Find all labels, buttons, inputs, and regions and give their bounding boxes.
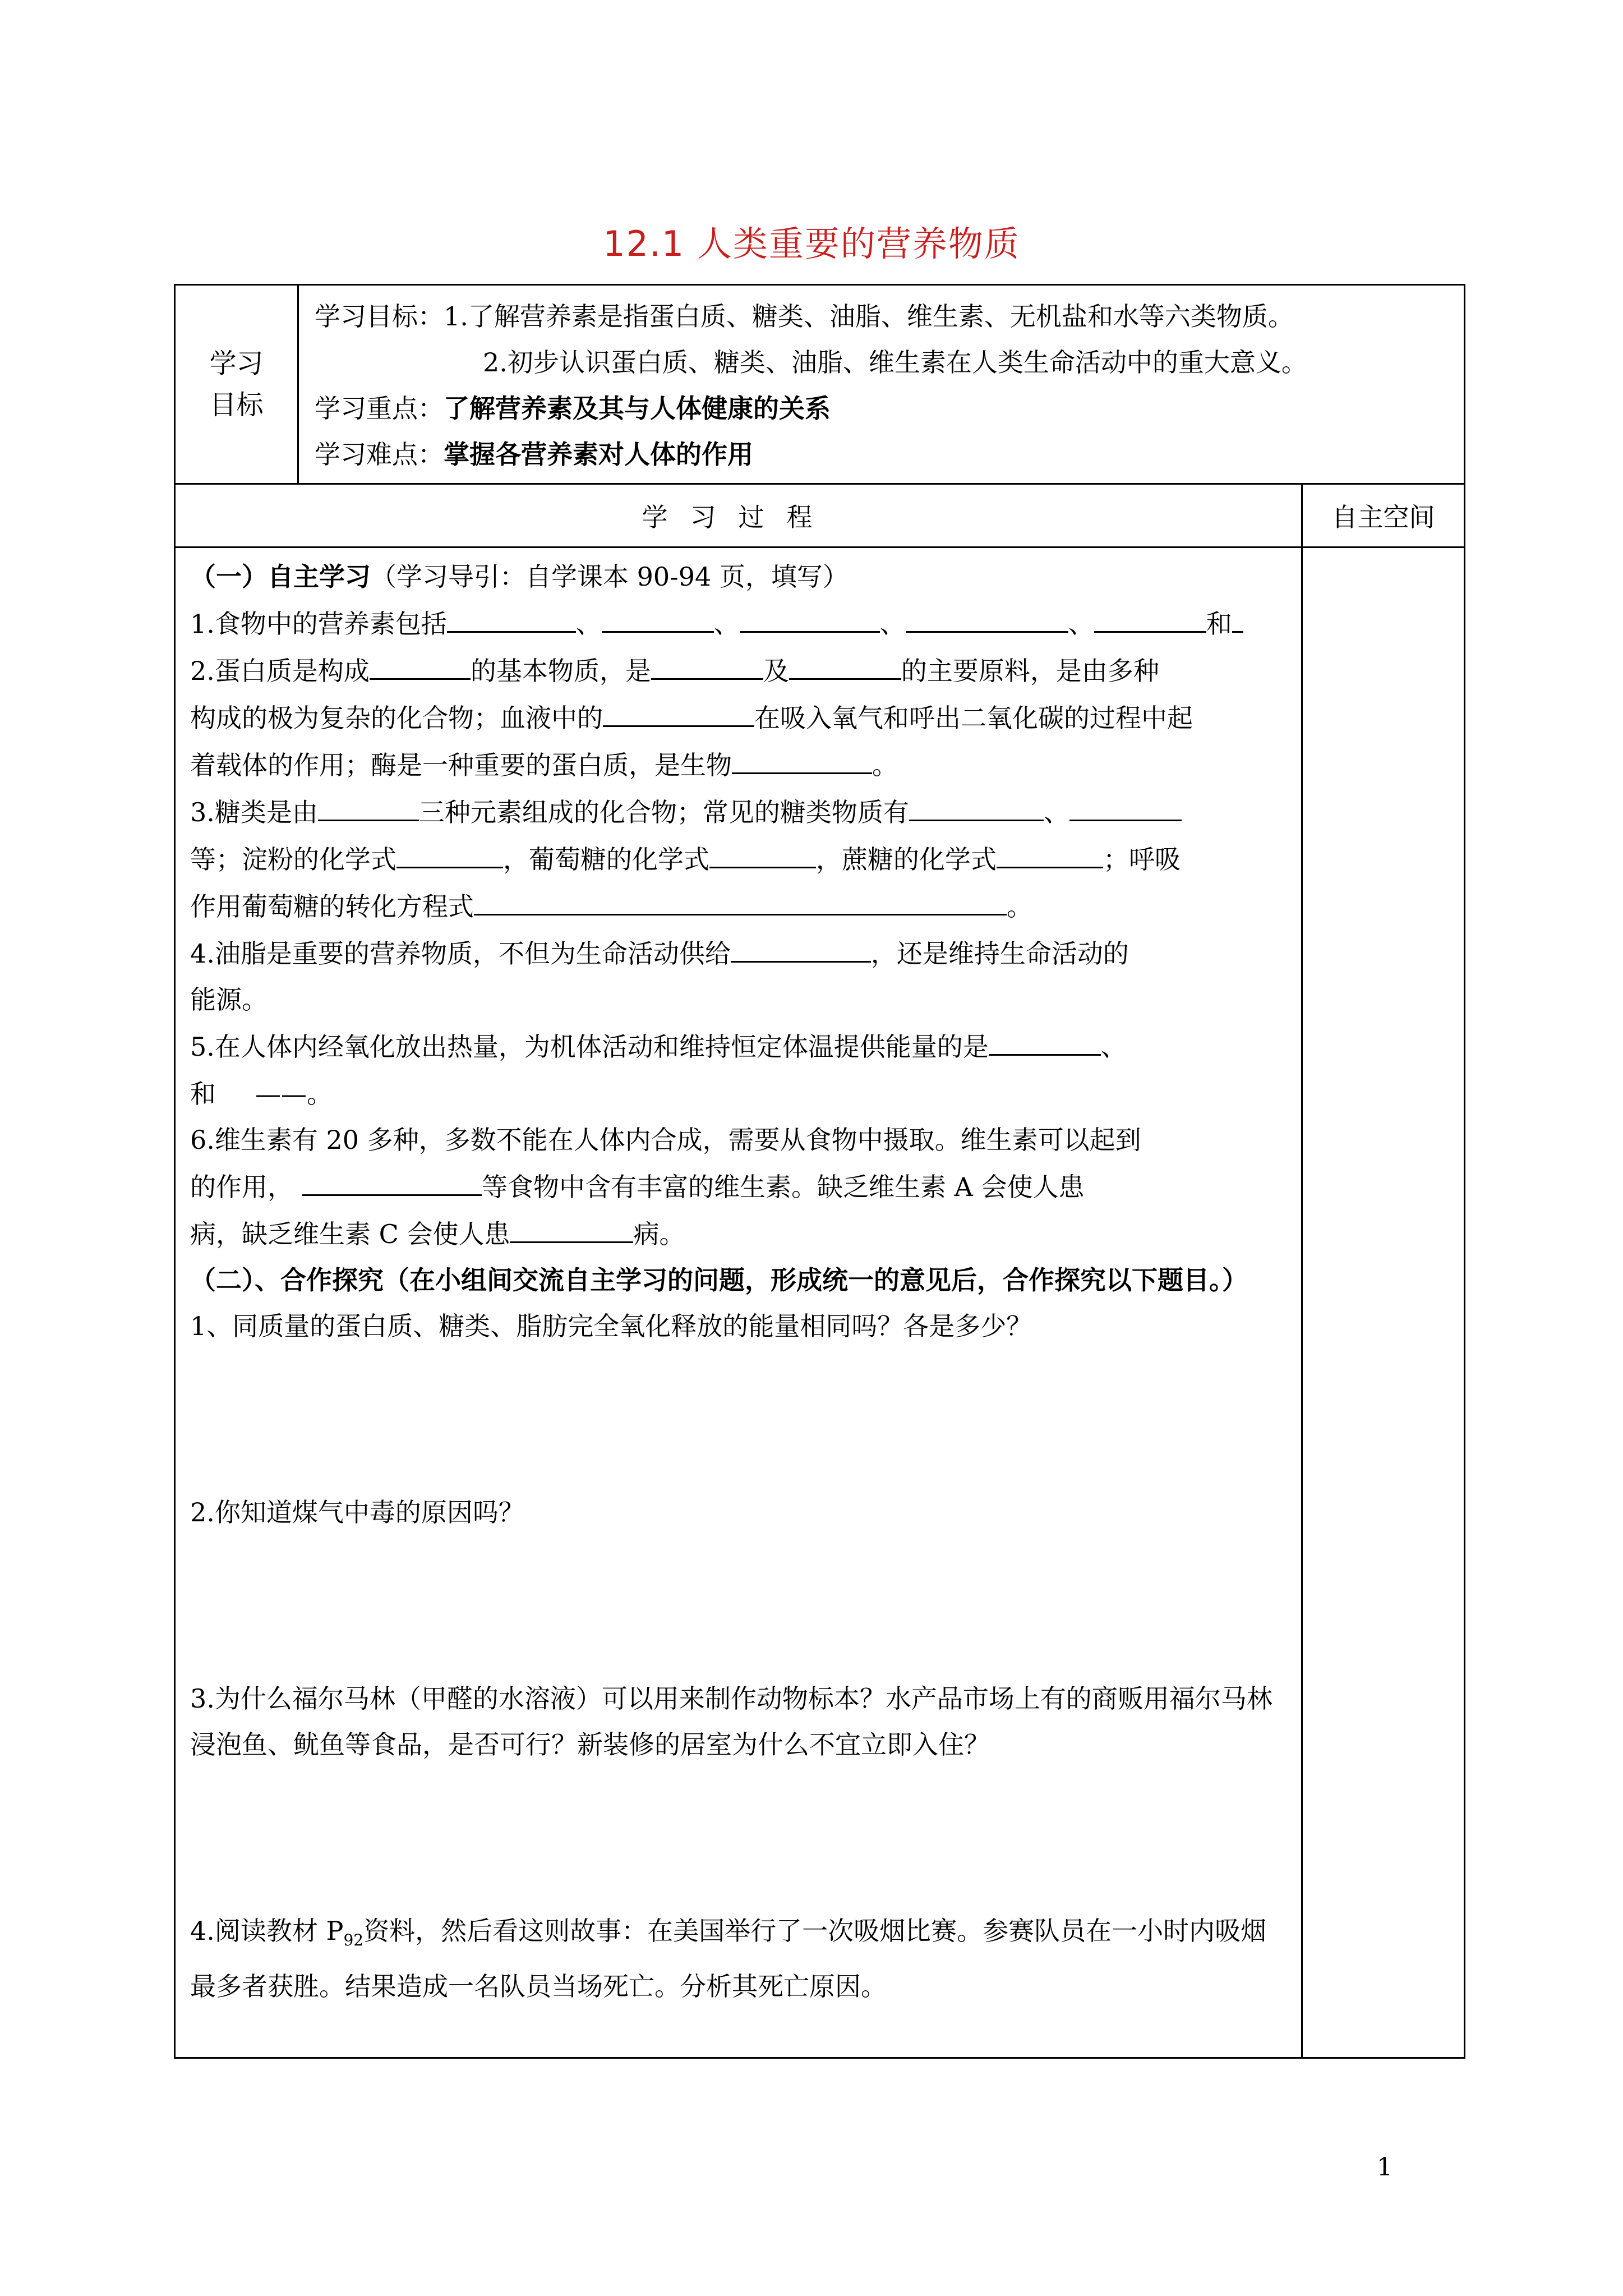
item-3-text: ；呼吸 [1103, 844, 1181, 875]
process-header: 学习过程 [175, 484, 1302, 547]
blank-field[interactable] [731, 930, 871, 963]
blank-field[interactable] [740, 600, 880, 633]
item-4 [190, 930, 1291, 1023]
item-6-text: 病，缺乏维生素 C 会使人患 [190, 1219, 510, 1249]
goal-line-1 [315, 293, 1453, 339]
section2-heading: （二）、合作探究（在小组间交流自主学习的问题，形成统一的意见后，合作探究以下题目。） [190, 1265, 1248, 1295]
worksheet-table [174, 284, 1465, 2059]
objectives-label-line2: 目标 [209, 389, 264, 421]
item-3-text: 三种元素组成的化合物；常见的糖类物质有 [418, 797, 909, 827]
item-3-text: 。 [1007, 891, 1032, 922]
blank-field[interactable] [1232, 600, 1243, 633]
objectives-label-line1: 学习 [209, 348, 264, 379]
process-body [175, 547, 1302, 2058]
objectives-label [175, 285, 298, 484]
item-3-text: 作用葡萄糖的转化方程式 [190, 891, 474, 922]
question-2: 2.你知道煤气中毒的原因吗？ [190, 1497, 524, 1527]
separator: 、 [575, 609, 602, 639]
blank-field[interactable] [474, 882, 1007, 915]
self-space-column[interactable] [1302, 547, 1465, 2058]
item-3-text: 、 [1043, 797, 1069, 827]
blank-field[interactable] [789, 647, 901, 680]
item-6-text: 病。 [633, 1219, 685, 1249]
page-title: 12.1 人类重要的营养物质 [603, 223, 1020, 264]
item-2-text: 及 [763, 656, 789, 686]
item-3 [190, 788, 1291, 930]
page-number: 1 [1377, 2153, 1393, 2182]
blank-field[interactable] [302, 1163, 482, 1196]
item-6-text: 6.维生素有 20 多种，多数不能在人体内合成，需要从食物中摄取。维生素可以起到 [190, 1125, 1141, 1155]
blank-field[interactable] [602, 600, 714, 633]
question-1: 1、同质量的蛋白质、糖类、脂肪完全氧化释放的能量相同吗？各是多少？ [190, 1311, 1032, 1341]
and-text: 和 [1206, 609, 1232, 639]
item-5 [190, 1023, 1291, 1117]
blank-field[interactable] [370, 647, 471, 680]
section1-guide: （学习导引：自学课本 90-94 页，填写） [371, 562, 849, 592]
item-2-text: 的基本物质，是 [470, 656, 651, 686]
item-3-text: ，蔗糖的化学式 [816, 844, 997, 875]
separator: 、 [1068, 609, 1094, 639]
item-2-text: 构成的极为复杂的化合物；血液中的 [190, 703, 603, 733]
item-2-text: 着载体的作用；酶是一种重要的蛋白质，是生物 [190, 750, 732, 780]
item-1 [190, 600, 1291, 647]
blank-field[interactable] [510, 1210, 633, 1243]
blank-field[interactable] [447, 600, 576, 633]
item-6-text: 等食物中含有丰富的维生素。缺乏维生素 A 会使人患 [482, 1172, 1085, 1202]
item-3-text: 3.糖类是由 [190, 797, 318, 827]
blank-field[interactable] [216, 1070, 255, 1103]
separator: 、 [879, 609, 906, 639]
self-space-header: 自主空间 [1302, 484, 1465, 547]
blank-field[interactable] [709, 835, 816, 868]
separator: 、 [713, 609, 740, 639]
key-point-line [315, 385, 1453, 431]
question-3: 3.为什么福尔马林（甲醛的水溶液）可以用来制作动物标本？水产品市场上有的商贩用福尔马林浸泡鱼、鱿鱼等食品，是否可行？新装修的居室为什么不宜立即入住？ [190, 1683, 1272, 1760]
process-header-row [175, 484, 1465, 547]
answer-space-2[interactable] [190, 1535, 1291, 1676]
difficulty-line [315, 431, 1453, 477]
blank-field[interactable] [396, 835, 503, 868]
answer-space-1[interactable] [190, 1349, 1291, 1489]
blank-field[interactable] [1069, 788, 1182, 821]
item-2-text: 。 [872, 750, 898, 780]
difficulty-prefix: 学习难点： [315, 439, 444, 470]
item-5-text: 5.在人体内经氧化放出热量，为机体活动和维持恒定体温提供能量的是 [190, 1032, 989, 1062]
item-6 [190, 1117, 1291, 1257]
goal-1: 1.了解营养素是指蛋白质、糖类、油脂、维生素、无机盐和水等六类物质。 [444, 301, 1294, 332]
blank-field[interactable] [318, 788, 419, 821]
item-3-text: ，葡萄糖的化学式 [503, 844, 709, 875]
item-5-text: 、 [1100, 1032, 1127, 1062]
objectives-row [175, 285, 1465, 484]
blank-field[interactable] [603, 694, 754, 727]
section1-title: （一）自主学习 [190, 562, 371, 592]
answer-space-3[interactable] [190, 1768, 1291, 1908]
item-5-text: 和 [190, 1079, 216, 1109]
blank-field[interactable] [997, 835, 1103, 868]
item-2-text: 2.蛋白质是构成 [190, 656, 370, 686]
question-4-text: 资料，然后看这则故事：在美国举行了一次吸烟比赛。参赛队员在一小时内吸烟最多者获胜。结果造成一名队员当场死亡。分析其死亡原因。 [190, 1916, 1267, 2002]
question-4-text: 4.阅读教材 P [190, 1916, 344, 1946]
item-1-text: 1.食物中的营养素包括 [190, 609, 447, 639]
item-4-text: 4.油脂是重要的营养物质，不但为生命活动供给 [190, 938, 731, 969]
item-6-text: 的作用， [190, 1172, 293, 1202]
item-4-text: ，还是维持生命活动的 [870, 938, 1129, 969]
objectives-content [298, 285, 1465, 484]
blank-field[interactable] [651, 647, 763, 680]
item-4-text: 能源。 [190, 984, 268, 1015]
goal-line-2: 2.初步认识蛋白质、糖类、油脂、维生素在人类生命活动中的重大意义。 [483, 347, 1307, 378]
goal-prefix: 学习目标： [315, 301, 444, 332]
blank-field[interactable] [909, 788, 1044, 821]
key-prefix: 学习重点： [315, 393, 444, 424]
difficulty-text: 掌握各营养素对人体的作用 [444, 439, 753, 470]
item-2-text: 的主要原料，是由多种 [901, 656, 1159, 686]
blank-field[interactable] [732, 741, 872, 774]
item-5-text: ——。 [255, 1079, 333, 1109]
question-4-subscript: 92 [343, 1931, 364, 1950]
item-2-text: 在吸入氧气和呼出二氧化碳的过程中起 [754, 703, 1193, 733]
key-text: 了解营养素及其与人体健康的关系 [444, 393, 831, 424]
item-3-text: 等；淀粉的化学式 [190, 844, 396, 875]
blank-field[interactable] [989, 1023, 1101, 1056]
question-4 [190, 1908, 1291, 2009]
blank-field[interactable] [1094, 600, 1206, 633]
process-body-row [175, 547, 1465, 2058]
section1-heading [190, 554, 1291, 600]
item-2 [190, 647, 1291, 788]
blank-field[interactable] [906, 600, 1068, 633]
